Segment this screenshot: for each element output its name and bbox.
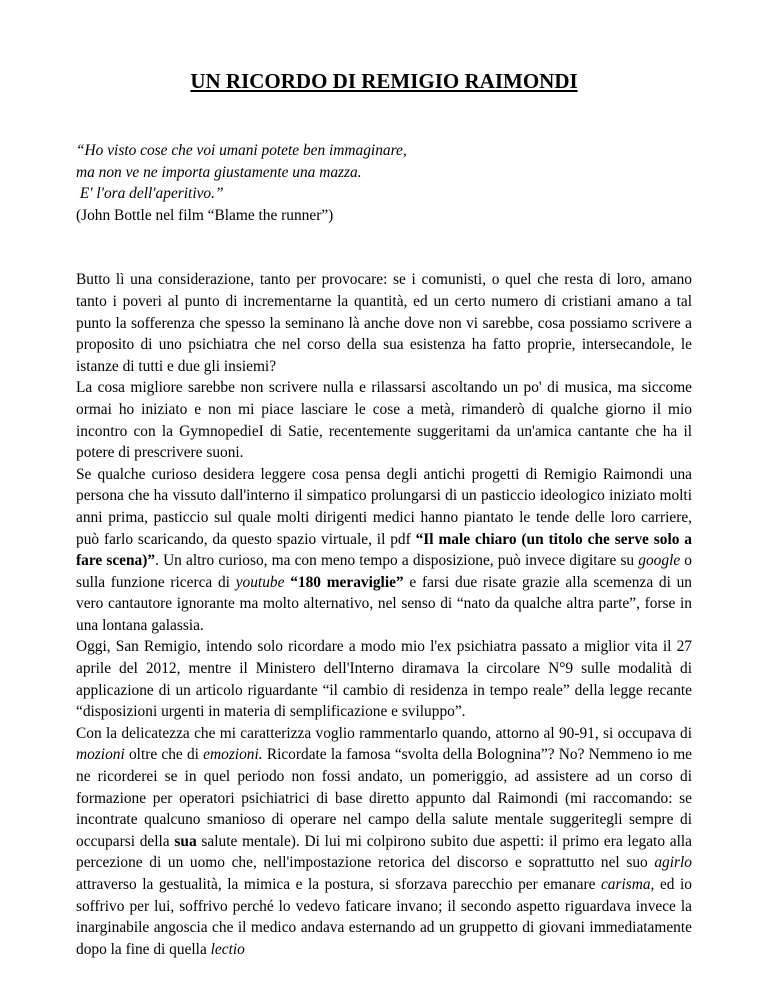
paragraph-4: Oggi, San Remigio, intendo solo ricordare a modo mio l'ex psichiatra passato a miglior vita il 27 aprile del 2012, mentre il Ministero dell'Interno diramava la circolare N°9 sulle modalità di applicazione di un articolo riguardante “il cambio di residenza in tempo reale” della legge recante “disposizioni urgenti in materia di semplificazione e sviluppo”. [76, 638, 692, 721]
lectio-italic: lectio [210, 940, 245, 958]
document-title: UN RICORDO DI REMIGIO RAIMONDI [190, 69, 578, 93]
quote-attribution: (John Bottle nel film “Blame the runner”) [76, 206, 334, 224]
epigraph-quote [76, 140, 692, 226]
agirlo-italic: agirlo [654, 854, 692, 872]
sua-bold: sua [174, 832, 197, 850]
paragraph-5-text-a: Con la delicatezza che mi caratterizza voglio rammentarlo quando, attorno al 90-91, si occupava di [76, 724, 692, 742]
paragraph-5 [76, 723, 692, 961]
paragraph-5-text-i: attraverso la gestualità, la mimica e la postura, si sforzava parecchio per emanare [76, 876, 601, 893]
quote-line-3: E' l'ora dell'aperitivo.” [76, 185, 224, 203]
quote-line-1: “Ho visto cose che voi umani potete ben immaginare, [76, 142, 407, 159]
carisma-italic: carisma, [600, 876, 655, 893]
paragraph-1: Butto lì una considerazione, tanto per provocare: se i comunisti, o quel che resta di loro, amano tanto i poveri al punto di incrementarne la quantità, ed un certo numero di cristiani amano a tal punto la sofferenza che spesso la seminano là anche dove non vi sarebbe, cosa possiamo scrivere a proposito di uno psichiatra che nel corso della sua esistenza ha fatto proprie, intersecandole, le istanze di tutti e due gli insiemi? [76, 271, 692, 375]
paragraph-2: La cosa migliore sarebbe non scrivere nulla e rilassarsi ascoltando un po' di musica, ma siccome ormai ho iniziato e non mi piace lasciare le cose a metà, rimanderò di qualche giorno il mio incontro con la GymnopedieI di Satie, recentemente suggeritami da un'amica cantante che ha il potere di prescrivere suoni. [76, 379, 692, 462]
paragraph-3-text-a: Se qualche curioso desidera leggere cosa pensa degli antichi progetti di Remigio Raimondi una persona che ha vissuto dall'interno il simpatico prolungarsi di un pasticcio ideologico iniziato molti anni prima, pasticcio sul quale molti dirigenti medici hanno piantato le tende delle loro carriere, può farlo scaricando, da questo spazio virtuale, il pdf [76, 465, 692, 548]
paragraph-5-text-c: oltre che di [124, 746, 204, 764]
paragraph-3-text-c: . Un altro curioso, ma con meno tempo a disposizione, può invece digitare su [155, 552, 639, 570]
google-italic: google [638, 552, 681, 570]
document-page [76, 68, 692, 960]
article-body [76, 269, 692, 960]
paragraph-3 [76, 464, 692, 637]
emozioni-italic: emozioni. [203, 746, 263, 764]
paragraph-5-text-e: Ricordate la famosa “svolta della Bolognina”? No? Nemmeno io me ne ricorderei se in quel periodo non fossi andato, un pomeriggio, ad assistere ad un corso di formazione per operatori psichiatrici di base diretto appunto dal Raimondi (mi raccomando: se incontrate qualcuno smanioso di operare nel campo della salute mentale suggeritegli sempre di occuparsi della [76, 746, 692, 850]
pdf-title-bold: “Il male chiaro (un titolo che serve solo a fare scena)” [76, 530, 692, 570]
quote-line-2: ma non ve ne importa giustamente una mazza. [76, 163, 362, 181]
paragraph-3-text-e: o sulla funzione ricerca di [76, 552, 693, 591]
paragraph-3-text-i: e farsi due risate grazie alla scemenza di un vero cantautore ignorante ma molto alternativo, nel senso di “nato da qualche altra parte”, forse in una lontana galassia. [76, 573, 692, 634]
paragraph-5-text-k: ed io soffrivo per lui, soffrivo perché lo vedevo faticare invano; il secondo aspetto riguardava invece la inarginabile angoscia che il medico andava esternando ad un gruppetto di giovani immediatamente dopo la fine di quella [76, 876, 692, 958]
paragraph-5-text-g: salute mentale). Di lui mi colpirono subito due aspetti: il primo era legato alla percezione di un uomo che, nell'impostazione retorica del discorso e soprattutto nel suo [76, 832, 692, 872]
mozioni-italic: mozioni [76, 746, 125, 764]
song-title-bold: “180 meraviglie” [290, 573, 404, 591]
youtube-italic: youtube [235, 573, 285, 591]
